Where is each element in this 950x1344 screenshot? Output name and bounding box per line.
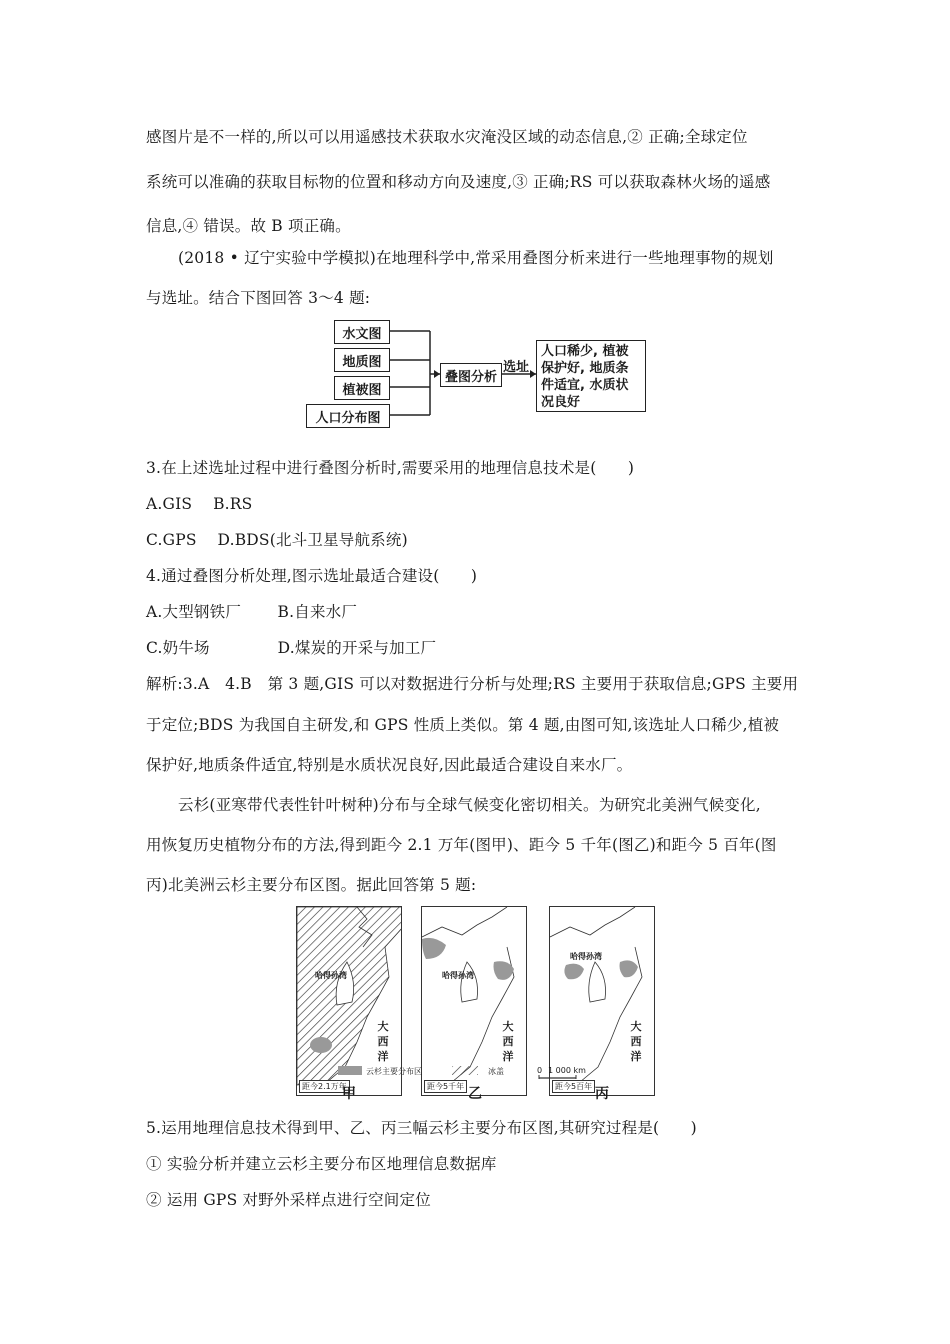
result-line: 人口稀少, 植被 bbox=[541, 344, 629, 359]
legend-ice-label: 冰盖 bbox=[488, 1067, 504, 1076]
bay-label: 哈得孙湾 bbox=[442, 971, 474, 980]
question-5-item: ① 实验分析并建立云杉主要分布区地理信息数据库 bbox=[146, 1155, 497, 1173]
text-line: 系统可以准确的获取目标物的位置和移动方向及速度,③ 正确;RS 可以获取森林火场的遥感 bbox=[146, 173, 771, 191]
analysis-line: 解析:3.A 4.B 第 3 题,GIS 可以对数据进行分析与处理;RS 主要用于获取信息;GPS 主要用 bbox=[146, 675, 799, 693]
legend-ice-swatch bbox=[452, 1066, 478, 1075]
text-line: 信息,④ 错误。故 B 项正确。 bbox=[146, 217, 351, 235]
result-line: 保护好, 地质条 bbox=[541, 361, 629, 376]
analysis-line: 保护好,地质条件适宜,特别是水质状况良好,因此最适合建设自来水厂。 bbox=[146, 756, 633, 774]
text-line: 用恢复历史植物分布的方法,得到距今 2.1 万年(图甲)、距今 5 千年(图乙)和距今 5 百年(图 bbox=[146, 836, 777, 854]
question-3-options: C.GPS D.BDS(北斗卫星导航系统) bbox=[146, 531, 408, 549]
text-line: (2018 • 辽宁实验中学模拟)在地理科学中,常采用叠图分析来进行一些地理事物的规划 bbox=[178, 249, 774, 267]
result-line: 件适宜, 水质状 bbox=[541, 378, 629, 393]
panel-label-jia: 甲 bbox=[342, 1086, 356, 1102]
text-line: 感图片是不一样的,所以可以用遥感技术获取水灾淹没区域的动态信息,② 正确;全球定位 bbox=[146, 128, 748, 146]
diagram-arrow-label: 选址 bbox=[503, 360, 530, 375]
panel-label-yi: 乙 bbox=[468, 1086, 482, 1102]
map-caption: 距今2.1万年 bbox=[299, 1080, 350, 1093]
bay-label: 哈得孙湾 bbox=[570, 952, 602, 961]
text-line: 丙)北美洲云杉主要分布区图。据此回答第 5 题: bbox=[146, 876, 477, 894]
text-line: 与选址。结合下图回答 3～4 题: bbox=[146, 289, 371, 307]
ocean-label: 大 西 洋 bbox=[630, 1020, 642, 1063]
text-line: 云杉(亚寒带代表性针叶树种)分布与全球气候变化密切相关。为研究北美洲气候变化, bbox=[178, 796, 761, 814]
analysis-line: 于定位;BDS 为我国自主研发,和 GPS 性质上类似。第 4 题,由图可知,该选址人口稀少,植被 bbox=[146, 716, 780, 734]
panel-label-bing: 丙 bbox=[595, 1086, 609, 1102]
question-5-stem: 5.运用地理信息技术得到甲、乙、丙三幅云杉主要分布区图,其研究过程是( ) bbox=[146, 1119, 697, 1137]
ocean-label: 大 西 洋 bbox=[377, 1020, 389, 1063]
diagram-input-hydrology: 水文图 bbox=[334, 320, 390, 344]
map-caption: 距今5百年 bbox=[552, 1080, 595, 1093]
question-4-options: A.大型钢铁厂 B.自来水厂 bbox=[146, 603, 358, 621]
diagram-result bbox=[536, 340, 646, 412]
diagram-input-vegetation: 植被图 bbox=[334, 376, 390, 400]
legend-spruce-label: 云杉主要分布区 bbox=[366, 1067, 422, 1076]
question-5-item: ② 运用 GPS 对野外采样点进行空间定位 bbox=[146, 1191, 431, 1209]
diagram-input-geology: 地质图 bbox=[334, 348, 390, 372]
result-line: 况良好 bbox=[541, 395, 581, 410]
diagram-input-population: 人口分布图 bbox=[306, 404, 390, 428]
scale-bar bbox=[538, 1075, 578, 1080]
legend-spruce-swatch bbox=[338, 1066, 362, 1075]
question-3-options: A.GIS B.RS bbox=[146, 495, 253, 513]
bay-label: 哈得孙湾 bbox=[315, 971, 347, 980]
question-4-options: C.奶牛场 D.煤炭的开采与加工厂 bbox=[146, 639, 437, 657]
diagram-process: 叠图分析 bbox=[440, 363, 502, 387]
map-caption: 距今5千年 bbox=[424, 1080, 467, 1093]
scale-text: 1 000 km bbox=[548, 1066, 586, 1075]
scale-zero: 0 bbox=[537, 1066, 543, 1075]
question-3-stem: 3.在上述选址过程中进行叠图分析时,需要采用的地理信息技术是( ) bbox=[146, 459, 635, 477]
ocean-label: 大 西 洋 bbox=[502, 1020, 514, 1063]
question-4-stem: 4.通过叠图分析处理,图示选址最适合建设( ) bbox=[146, 567, 478, 585]
